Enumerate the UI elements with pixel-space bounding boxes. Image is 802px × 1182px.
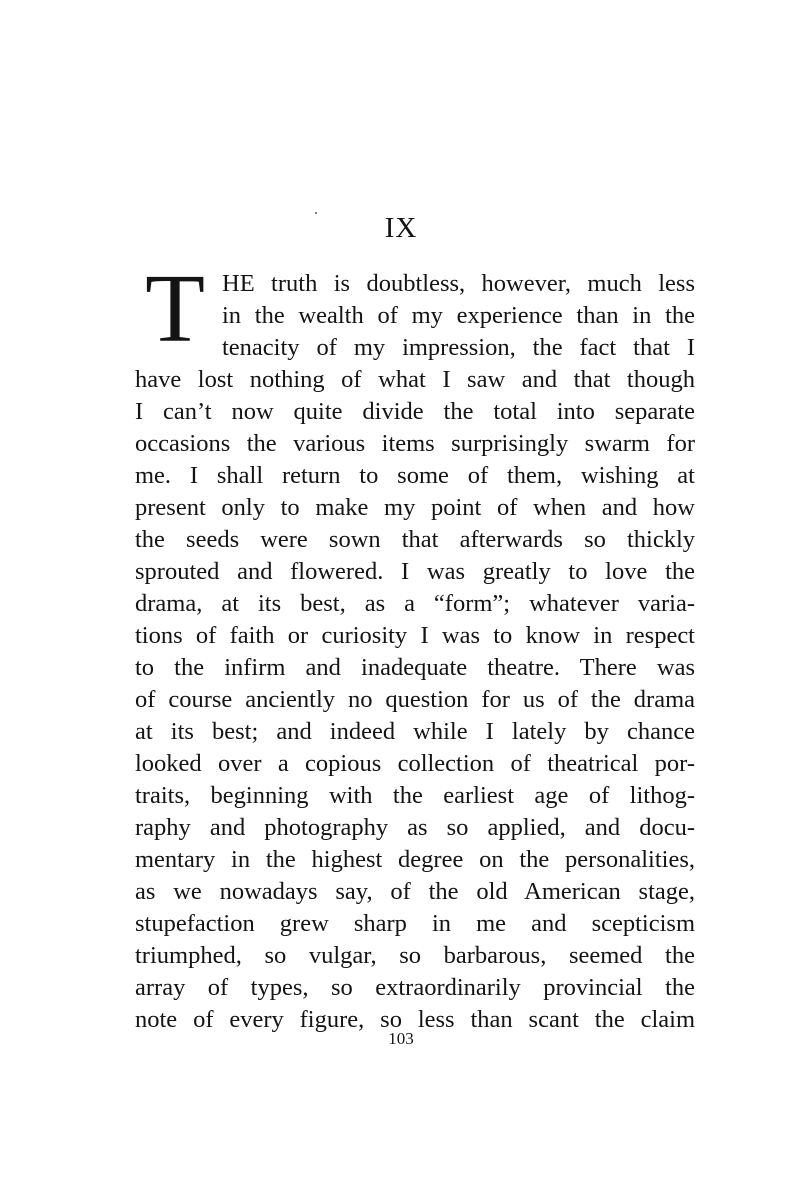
- text-line: triumphed, so vulgar, so barbarous, seemed the: [135, 942, 695, 969]
- text-line: raphy and photography as so applied, and docu-: [135, 814, 695, 841]
- chapter-heading: IX: [384, 212, 418, 244]
- text-line: occasions the various items surprisingly swarm for: [135, 430, 695, 457]
- text-line: array of types, so extraordinarily provincial the: [135, 974, 695, 1001]
- text-line: in the wealth of my experience than in the: [222, 302, 695, 329]
- text-line: drama, at its best, as a “form”; whatever varia-: [135, 590, 695, 617]
- text-line: of course anciently no question for us of the drama: [135, 686, 695, 713]
- text-line: the seeds were sown that afterwards so thickly: [135, 526, 695, 553]
- text-line: tions of faith or curiosity I was to know in respect: [135, 622, 695, 649]
- text-line: mentary in the highest degree on the personalities,: [135, 846, 695, 873]
- text-line: as we nowadays say, of the old American stage,: [135, 878, 695, 905]
- text-line: I can’t now quite divide the total into separate: [135, 398, 695, 425]
- text-line: me. I shall return to some of them, wishing at: [135, 462, 695, 489]
- page-number: 103: [388, 1029, 414, 1048]
- text-line: HE truth is doubtless, however, much less: [222, 270, 695, 297]
- text-line: to the infirm and inadequate theatre. There was: [135, 654, 695, 681]
- text-line: tenacity of my impression, the fact that I: [222, 334, 695, 361]
- text-line: have lost nothing of what I saw and that though: [135, 366, 695, 393]
- text-line: stupefaction grew sharp in me and scepticism: [135, 910, 695, 937]
- text-line: present only to make my point of when and how: [135, 494, 695, 521]
- text-line: sprouted and flowered. I was greatly to love the: [135, 558, 695, 585]
- text-line: note of every figure, so less than scant the claim: [135, 1006, 695, 1033]
- text-line: at its best; and indeed while I lately by chance: [135, 718, 695, 745]
- text-line: looked over a copious collection of theatrical por-: [135, 750, 695, 777]
- drop-cap: T: [145, 255, 205, 363]
- text-line: traits, beginning with the earliest age of lithog-: [135, 782, 695, 809]
